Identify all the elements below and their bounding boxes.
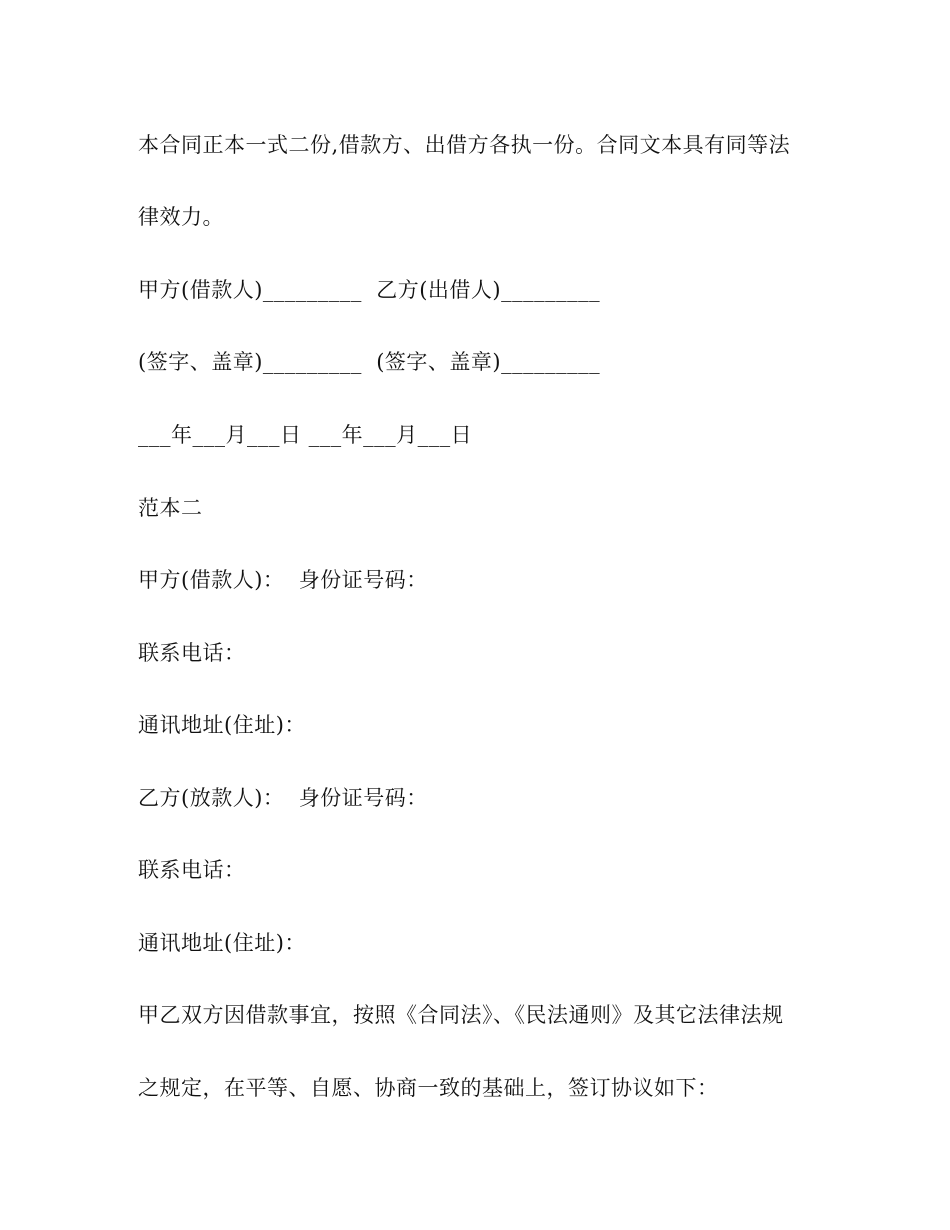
- party-a-address-line: 通讯地址(住址)：: [138, 713, 306, 737]
- party-b-phone-line: 联系电话：: [138, 858, 246, 882]
- contract-copies-clause-line-2: 律效力。: [138, 205, 224, 229]
- party-b-address-line: 通讯地址(住址)：: [138, 931, 306, 955]
- party-signature-names-line: 甲方(借款人)_________ 乙方(出借人)_________: [138, 278, 601, 302]
- party-b-lender-id-line: 乙方(放款人)： 身份证号码：: [138, 786, 428, 810]
- agreement-intro-line-1: 甲乙双方因借款事宜，按照《合同法》、《民法通则》及其它法律法规: [138, 1003, 784, 1027]
- agreement-intro-line-2: 之规定，在平等、自愿、协商一致的基础上，签订协议如下：: [138, 1076, 719, 1100]
- contract-copies-clause-line-1: 本合同正本一式二份,借款方、出借方各执一份。合同文本具有同等法: [138, 133, 791, 157]
- party-a-phone-line: 联系电话：: [138, 641, 246, 665]
- signature-date-line: ___年___月___日 ___年___月___日: [138, 423, 473, 447]
- party-a-borrower-id-line: 甲方(借款人)： 身份证号码：: [138, 568, 428, 592]
- template-two-heading: 范本二: [138, 496, 203, 520]
- party-signature-seal-line: (签字、盖章)_________ (签字、盖章)_________: [138, 350, 601, 374]
